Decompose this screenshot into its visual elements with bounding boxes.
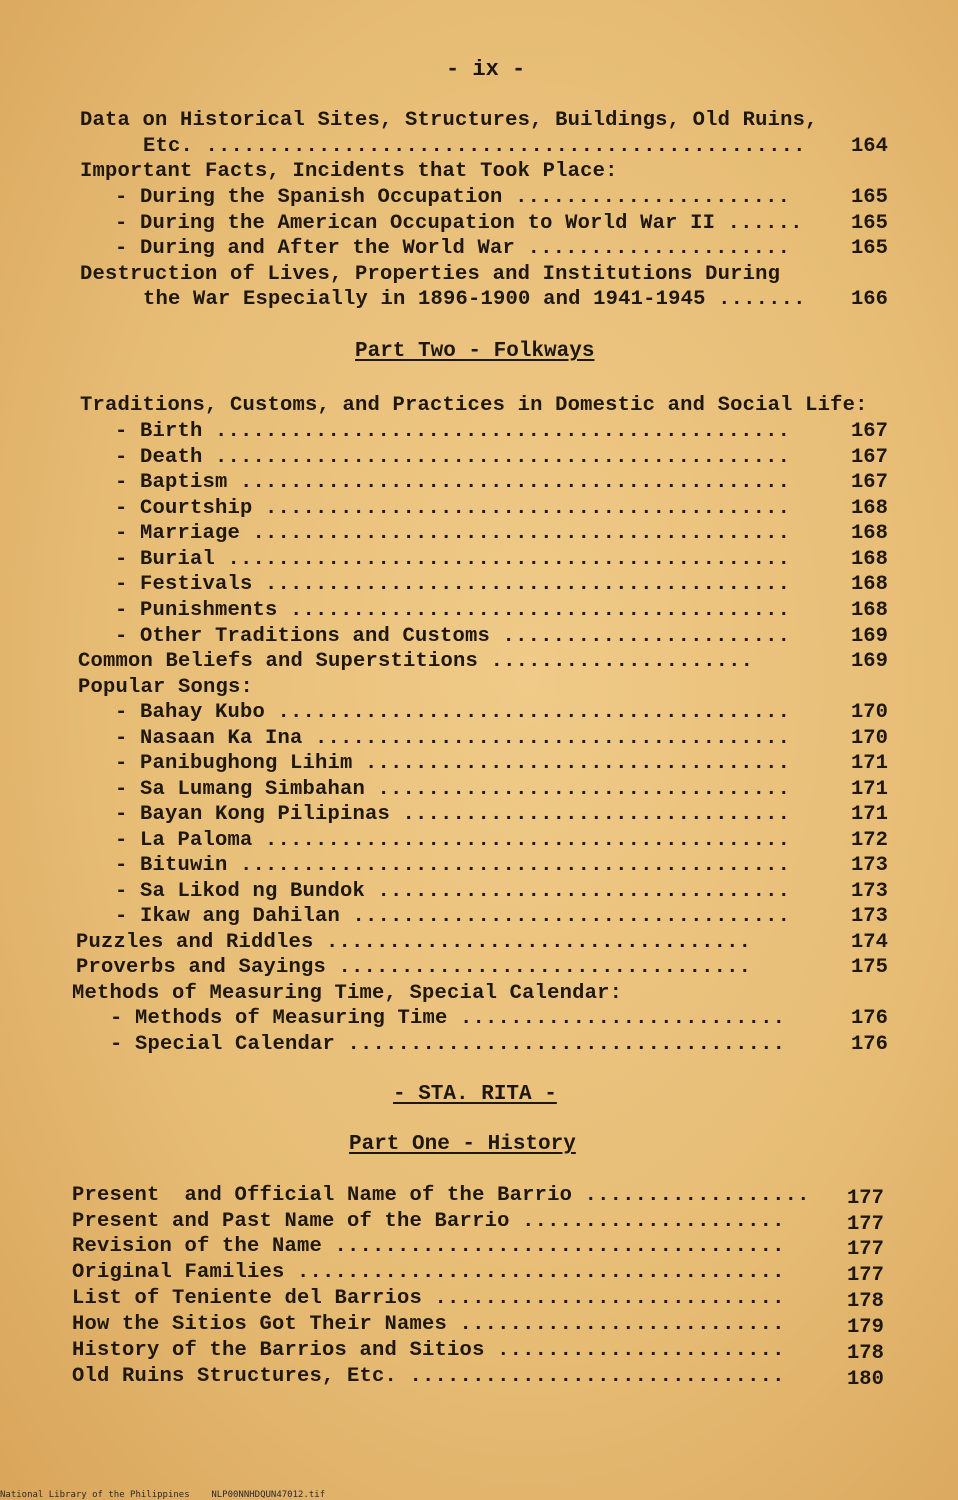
heading-sta-rita: - STA. RITA - <box>393 1083 557 1106</box>
toc-page: 180 <box>847 1368 884 1391</box>
toc-page: 168 <box>851 573 888 596</box>
toc-page: 173 <box>851 880 888 903</box>
toc-page: 166 <box>851 288 888 311</box>
toc-entry: Present and Past Name of the Barrio ..................... <box>72 1210 785 1233</box>
toc-entry: - Bituwin ............................................ <box>115 854 791 877</box>
toc-entry: Important Facts, Incidents that Took Place: <box>80 160 618 183</box>
toc-entry: - Nasaan Ka Ina ...................................... <box>115 727 791 750</box>
toc-entry: - Burial ............................................. <box>115 548 791 571</box>
toc-page: 170 <box>851 701 888 724</box>
toc-entry: - Sa Lumang Simbahan ................................. <box>115 778 791 801</box>
toc-page: 178 <box>847 1290 884 1313</box>
toc-page: 169 <box>851 625 888 648</box>
toc-page: 167 <box>851 471 888 494</box>
toc-entry: - Ikaw ang Dahilan ................................... <box>115 905 791 928</box>
toc-page: 165 <box>851 186 888 209</box>
toc-entry: Methods of Measuring Time, Special Calendar: <box>72 982 623 1005</box>
toc-page: 171 <box>851 778 888 801</box>
toc-entry: - Bayan Kong Pilipinas ............................... <box>115 803 791 826</box>
toc-page: 177 <box>847 1213 884 1236</box>
toc-entry: - Special Calendar ................................... <box>110 1033 786 1056</box>
toc-page: 174 <box>851 931 888 954</box>
toc-entry: - Death .............................................. <box>115 446 791 469</box>
toc-page: 177 <box>847 1187 884 1210</box>
toc-entry: Popular Songs: <box>78 676 254 699</box>
toc-entry: Proverbs and Sayings ................................. <box>76 956 752 979</box>
toc-entry: - Panibughong Lihim .................................. <box>115 752 791 775</box>
toc-page: 176 <box>851 1007 888 1030</box>
toc-entry: Etc. ................................................ <box>143 135 806 158</box>
toc-entry: Revision of the Name .................................... <box>72 1235 785 1258</box>
toc-entry: Original Families ....................................... <box>72 1261 785 1284</box>
toc-page: 179 <box>847 1316 884 1339</box>
toc-entry: - Courtship .......................................... <box>115 497 791 520</box>
toc-entry: Traditions, Customs, and Practices in Domestic and Social Life: <box>80 394 868 417</box>
toc-page: 168 <box>851 548 888 571</box>
toc-entry: - Baptism ............................................ <box>115 471 791 494</box>
toc-entry: - Sa Likod ng Bundok ................................. <box>115 880 791 903</box>
page-number: - ix - <box>446 57 526 82</box>
toc-page: 171 <box>851 803 888 826</box>
toc-page: 164 <box>851 135 888 158</box>
toc-entry: Present and Official Name of the Barrio .................. <box>72 1184 810 1207</box>
toc-page: 172 <box>851 829 888 852</box>
toc-page: 168 <box>851 522 888 545</box>
toc-page: 167 <box>851 446 888 469</box>
toc-entry: History of the Barrios and Sitios ....................... <box>72 1339 785 1362</box>
toc-entry: - Bahay Kubo ......................................... <box>115 701 791 724</box>
toc-page: 169 <box>851 650 888 673</box>
toc-entry: Destruction of Lives, Properties and Institutions During <box>80 263 781 286</box>
toc-page: 173 <box>851 854 888 877</box>
toc-entry: Old Ruins Structures, Etc. .............................. <box>72 1365 785 1388</box>
toc-entry: How the Sitios Got Their Names .......................... <box>72 1313 785 1336</box>
toc-entry: - Festivals .......................................... <box>115 573 791 596</box>
toc-page: 167 <box>851 420 888 443</box>
toc-entry: - During and After the World War ..................... <box>115 237 791 260</box>
heading-part-one: Part One - History <box>349 1133 576 1156</box>
toc-entry: - Punishments ........................................ <box>115 599 791 622</box>
toc-page: 168 <box>851 599 888 622</box>
toc-page: 165 <box>851 212 888 235</box>
toc-entry: the War Especially in 1896-1900 and 1941-1945 ....... <box>143 288 806 311</box>
toc-entry: - During the Spanish Occupation ...................... <box>115 186 791 209</box>
toc-page: 177 <box>847 1264 884 1287</box>
toc-page: 178 <box>847 1342 884 1365</box>
toc-page: 176 <box>851 1033 888 1056</box>
toc-entry: - Other Traditions and Customs ....................... <box>115 625 791 648</box>
toc-page: 173 <box>851 905 888 928</box>
toc-entry: Puzzles and Riddles .................................. <box>76 931 752 954</box>
toc-entry: - Marriage ........................................... <box>115 522 791 545</box>
toc-entry: - La Paloma .......................................... <box>115 829 791 852</box>
toc-page: 171 <box>851 752 888 775</box>
footer-caption: National Library of the Philippines NLP00NNHDQUN47012.tif <box>0 1490 326 1500</box>
toc-entry: - During the American Occupation to World War II ...... <box>115 212 803 235</box>
heading-part-two: Part Two - Folkways <box>355 340 595 363</box>
toc-entry: - Birth .............................................. <box>115 420 791 443</box>
toc-entry: Common Beliefs and Superstitions ..................... <box>78 650 754 673</box>
toc-entry: - Methods of Measuring Time .......................... <box>110 1007 786 1030</box>
toc-page: 170 <box>851 727 888 750</box>
toc-entry: List of Teniente del Barrios ............................ <box>72 1287 785 1310</box>
toc-page: 177 <box>847 1238 884 1261</box>
toc-page: 168 <box>851 497 888 520</box>
toc-page: 175 <box>851 956 888 979</box>
toc-page: 165 <box>851 237 888 260</box>
toc-entry: Data on Historical Sites, Structures, Buildings, Old Ruins, <box>80 109 818 132</box>
